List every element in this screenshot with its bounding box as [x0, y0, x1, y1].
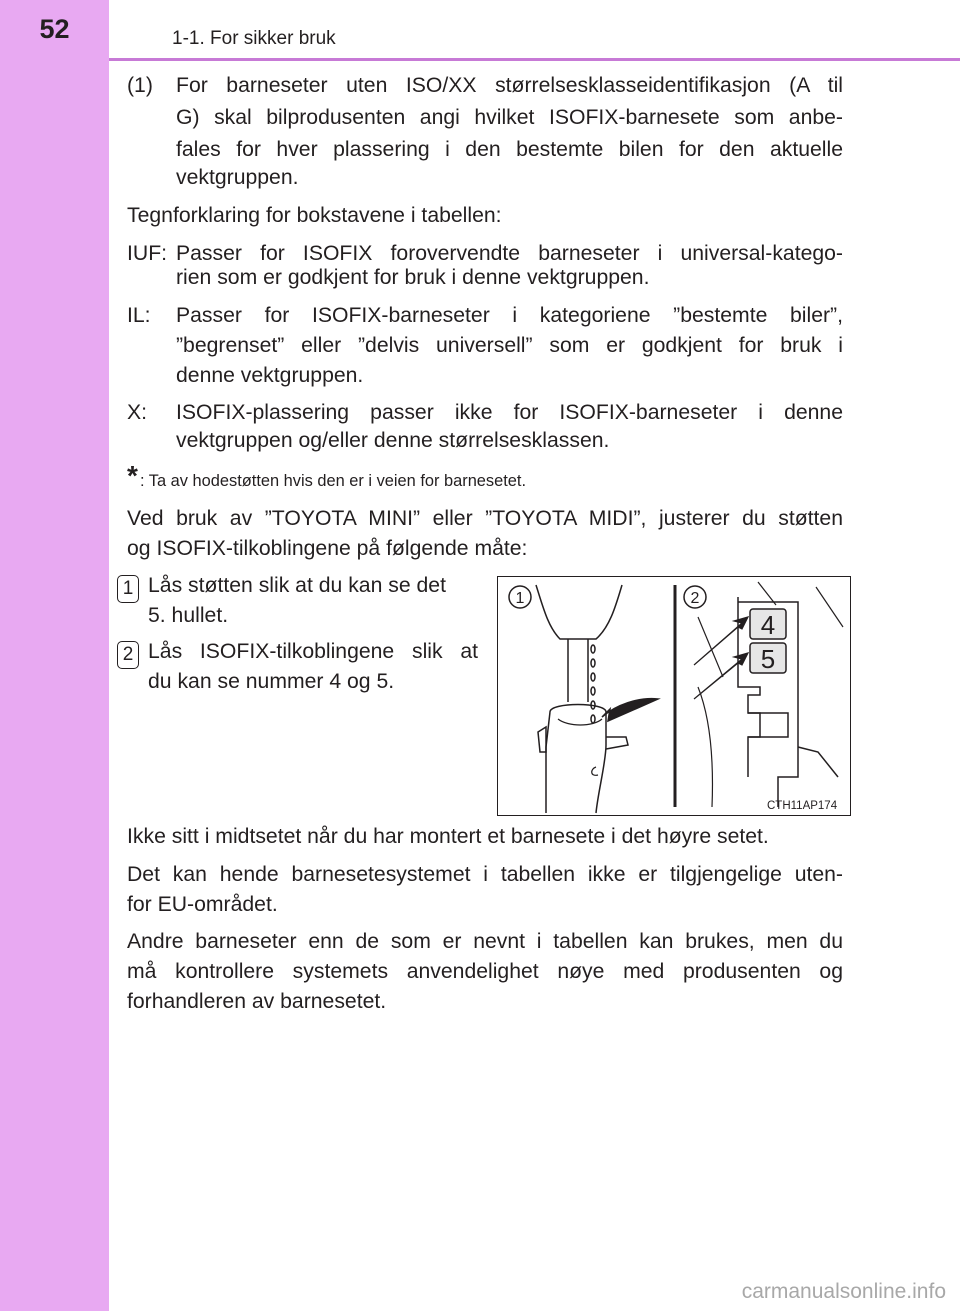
legend-code-il: IL: — [127, 304, 151, 327]
step-line: Lås støtten slik at du kan se det — [148, 574, 446, 597]
arrow-icon — [694, 653, 748, 699]
step-line: Lås ISOFIX-tilkoblingene slik at — [148, 640, 478, 663]
step-number-2: 2 — [117, 641, 139, 669]
intro-line: og ISOFIX-tilkoblingene på følgende måte: — [127, 537, 528, 560]
note-line: For barneseter uten ISO/XX størrelsesklasseidentifikasjon (A til — [176, 74, 843, 97]
paragraph-line: må kontrollere systemets anvendelighet nøye med produsenten og — [127, 960, 843, 983]
step-line: du kan se nummer 4 og 5. — [148, 670, 395, 693]
legend-line: rien som er godkjent for bruk i denne vektgruppen. — [176, 266, 650, 289]
paragraph-line: for EU-området. — [127, 893, 278, 916]
indicator-4-label: 4 — [760, 610, 776, 640]
seat-frame — [550, 705, 606, 814]
note-line: vektgruppen. — [176, 166, 299, 189]
legend-line: ISOFIX-plassering passer ikke for ISOFIX-barneseter i denne — [176, 401, 843, 424]
isofix-illustration — [497, 576, 851, 816]
footnote-mark: * — [127, 460, 138, 491]
arrow-icon — [602, 699, 658, 721]
legend-line: ”begrenset” eller ”delvis universell” som er godkjent for bruk i — [176, 334, 843, 357]
legend-intro: Tegnforklaring for bokstavene i tabellen: — [127, 204, 502, 227]
intro-line: Ved bruk av ”TOYOTA MINI” eller ”TOYOTA MIDI”, justerer du støtten — [127, 507, 843, 530]
paragraph-line: Det kan hende barnesetesystemet i tabellen ikke er tilgjengelige uten- — [127, 863, 843, 886]
note-line: G) skal bilprodusenten angi hvilket ISOFIX-barnesete som anbe- — [176, 106, 843, 129]
step-number-1: 1 — [117, 575, 139, 603]
seat-frame — [798, 747, 838, 777]
legend-line: denne vektgruppen. — [176, 364, 364, 387]
legend-line: Passer for ISOFIX forovervendte barneseter i universal-katego- — [176, 242, 843, 265]
seat-frame — [538, 727, 546, 752]
seat-frame — [698, 687, 712, 807]
sidebar — [0, 0, 109, 1311]
illustration-drawing — [498, 577, 849, 814]
paragraph-line: Ikke sitt i midtsetet når du har montert et barnesete i det høyre setet. — [127, 825, 769, 848]
legend-code-iuf: IUF: — [127, 242, 168, 265]
legend-code-x: X: — [127, 401, 148, 424]
note-label: (1) — [127, 74, 153, 97]
seat-frame — [816, 587, 843, 627]
callout-1-label: 1 — [515, 590, 525, 607]
legend-line: Passer for ISOFIX-barneseter i kategoriene ”bestemte biler”, — [176, 304, 843, 327]
section-title: 1-1. For sikker bruk — [172, 28, 336, 49]
header-rule — [109, 58, 960, 61]
stay-holes — [591, 645, 595, 723]
footnote-text: : Ta av hodestøtten hvis den er i veien for barnesetet. — [140, 472, 527, 490]
legend-line: vektgruppen og/eller denne størrelsesklassen. — [176, 429, 610, 452]
callout-2-label: 2 — [690, 590, 700, 607]
paragraph-line: Andre barneseter enn de som er nevnt i tabellen kan brukes, men du — [127, 930, 843, 953]
seat-frame — [592, 767, 598, 775]
anchor-outline — [748, 713, 788, 737]
paragraph-line: forhandleren av barnesetet. — [127, 990, 387, 1013]
figure-code: CTH11AP174 — [767, 800, 838, 812]
headrest-outline — [536, 585, 622, 639]
step-line: 5. hullet. — [148, 604, 229, 627]
indicator-5-label: 5 — [760, 644, 776, 674]
watermark: carmanualsonline.info — [741, 1280, 946, 1303]
lock-knob — [606, 737, 628, 749]
seat-frame — [698, 617, 723, 677]
note-line: fales for hver plassering i den bestemte bilen for den aktuelle — [176, 138, 843, 161]
page-number: 52 — [39, 14, 70, 44]
